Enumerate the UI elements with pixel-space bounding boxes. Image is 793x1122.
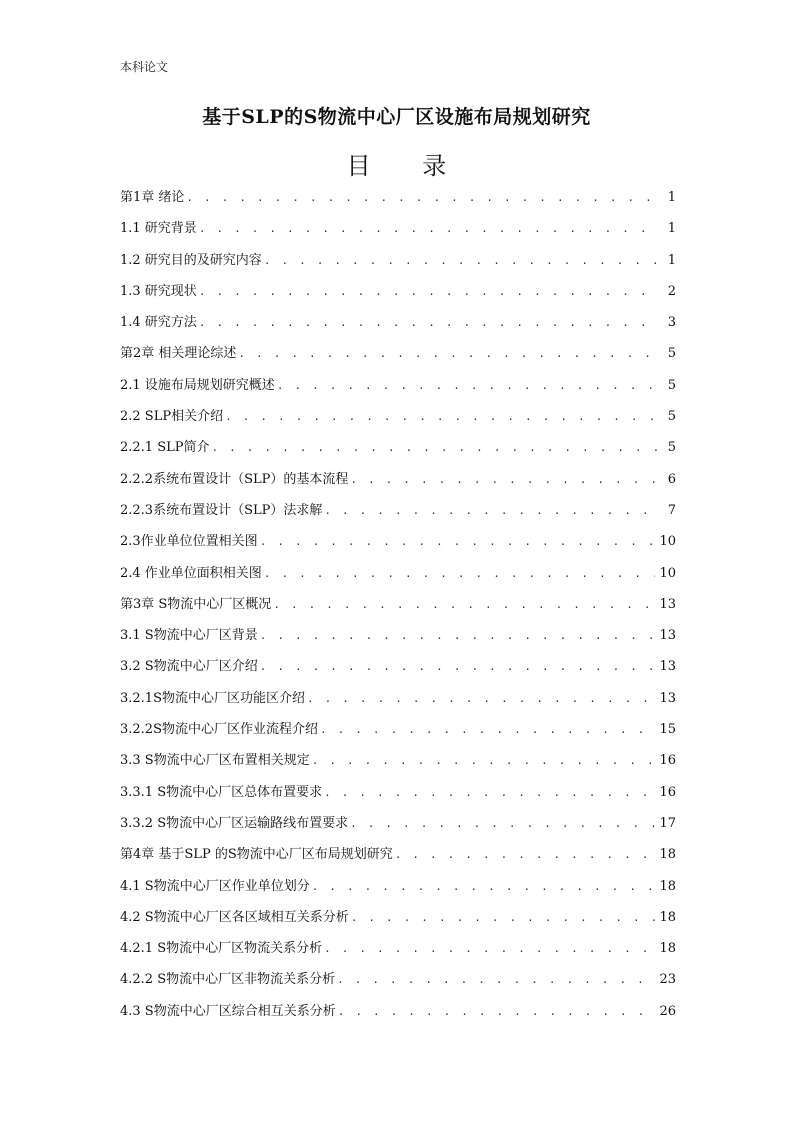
toc-entry-label: 1.1 研究背景 <box>120 221 197 237</box>
toc-entry-label: 4.3 S物流中心厂区综合相互关系分析 <box>120 1003 336 1019</box>
toc-entry[interactable] <box>120 245 676 276</box>
toc-entry-page-number: 2 <box>667 283 676 299</box>
toc-entry-page-number: 5 <box>667 377 676 393</box>
toc-entry-page-number: 17 <box>659 815 676 831</box>
toc-entry[interactable] <box>120 526 676 557</box>
toc-entry[interactable] <box>120 933 676 964</box>
toc-dot-leader <box>350 808 655 839</box>
toc-entry-label: 4.2 S物流中心厂区各区域相互关系分析 <box>120 909 349 925</box>
toc-dot-leader <box>260 620 656 651</box>
toc-entry-page-number: 1 <box>667 221 676 237</box>
toc-entry-label: 4.2.2 S物流中心厂区非物流关系分析 <box>120 972 336 988</box>
toc-entry[interactable] <box>120 620 676 651</box>
toc-entry-page-number: 18 <box>659 909 676 925</box>
toc-dot-leader <box>264 558 656 589</box>
toc-entry-page-number: 7 <box>667 502 676 518</box>
toc-entry-label: 3.2.1S物流中心厂区功能区介绍 <box>120 690 305 706</box>
toc-dot-leader <box>307 683 655 714</box>
toc-entry-page-number: 18 <box>659 878 676 894</box>
toc-entry-page-number: 5 <box>667 440 676 456</box>
toc-entry-label: 3.1 S物流中心厂区背景 <box>120 628 258 644</box>
toc-dot-leader <box>199 213 660 244</box>
toc-dot-leader <box>350 464 660 495</box>
toc-entry-page-number: 26 <box>659 1003 676 1019</box>
toc-entry-label: 第1章 绪论 <box>120 190 185 205</box>
toc-entry-label: 3.3 S物流中心厂区布置相关规定 <box>120 753 310 769</box>
toc-entry[interactable] <box>120 213 676 244</box>
toc-entry-label: 第3章 S物流中心厂区概况 <box>120 596 272 612</box>
toc-entry-label: 3.3.1 S物流中心厂区总体布置要求 <box>120 784 323 800</box>
toc-entry-page-number: 13 <box>659 628 676 644</box>
toc-dot-leader <box>199 276 660 307</box>
toc-entry-label: 第2章 相关理论综述 <box>120 346 237 362</box>
toc-dot-leader <box>273 589 655 620</box>
table-of-contents <box>120 182 676 1027</box>
toc-dot-leader <box>225 401 660 432</box>
toc-entry-page-number: 10 <box>659 565 676 581</box>
toc-dot-leader <box>320 714 655 745</box>
document-title: 基于SLP的S物流中心厂区设施布局规划研究 <box>202 106 591 128</box>
toc-dot-leader <box>264 245 660 276</box>
toc-entry[interactable] <box>120 401 676 432</box>
toc-entry-label: 2.2.2系统布置设计（SLP）的基本流程 <box>120 471 349 487</box>
toc-entry-label: 1.4 研究方法 <box>120 315 197 331</box>
toc-entry-label: 3.2 S物流中心厂区介绍 <box>120 659 258 675</box>
toc-entry[interactable] <box>120 276 676 307</box>
toc-entry[interactable] <box>120 338 676 369</box>
toc-entry-label: 2.1 设施布局规划研究概述 <box>120 377 275 393</box>
toc-dot-leader <box>260 526 656 557</box>
toc-entry-page-number: 5 <box>667 409 676 425</box>
toc-dot-leader <box>395 839 656 870</box>
toc-entry-page-number: 5 <box>667 346 676 362</box>
toc-heading: 目 录 <box>346 152 469 180</box>
toc-entry[interactable] <box>120 777 676 808</box>
toc-dot-leader <box>312 745 656 776</box>
toc-entry-page-number: 16 <box>659 753 676 769</box>
toc-entry-page-number: 18 <box>659 941 676 957</box>
toc-entry-page-number: 6 <box>667 471 676 487</box>
toc-entry-label: 3.3.2 S物流中心厂区运输路线布置要求 <box>120 815 349 831</box>
toc-entry[interactable] <box>120 996 676 1027</box>
toc-entry[interactable] <box>120 964 676 995</box>
toc-entry-label: 2.2.1 SLP简介 <box>120 440 210 456</box>
toc-dot-leader <box>351 902 656 933</box>
toc-dot-leader <box>260 651 656 682</box>
toc-entry-label: 2.2.3系统布置设计（SLP）法求解 <box>120 502 323 518</box>
toc-entry-label: 第4章 基于SLP 的S物流中心厂区布局规划研究 <box>120 847 393 863</box>
toc-entry[interactable] <box>120 495 676 526</box>
toc-dot-leader <box>277 370 660 401</box>
toc-entry-label: 2.2 SLP相关介绍 <box>120 409 224 425</box>
toc-entry-page-number: 15 <box>659 722 676 738</box>
toc-entry[interactable] <box>120 370 676 401</box>
toc-entry[interactable] <box>120 182 676 213</box>
toc-entry[interactable] <box>120 307 676 338</box>
toc-entry[interactable] <box>120 589 676 620</box>
toc-entry[interactable] <box>120 432 676 463</box>
toc-dot-leader <box>238 338 660 369</box>
toc-entry[interactable] <box>120 902 676 933</box>
toc-entry-page-number: 10 <box>659 534 676 550</box>
toc-entry-page-number: 16 <box>659 784 676 800</box>
toc-dot-leader <box>212 432 661 463</box>
toc-entry[interactable] <box>120 714 676 745</box>
toc-entry[interactable] <box>120 651 676 682</box>
toc-dot-leader <box>324 777 655 808</box>
toc-dot-leader <box>199 307 660 338</box>
running-header: 本科论文 <box>120 60 169 74</box>
toc-entry-page-number: 13 <box>659 690 676 706</box>
toc-entry-label: 1.2 研究目的及研究内容 <box>120 252 262 268</box>
toc-entry-label: 4.1 S物流中心厂区作业单位划分 <box>120 878 310 894</box>
toc-entry[interactable] <box>120 464 676 495</box>
toc-entry-page-number: 23 <box>659 972 676 988</box>
toc-entry-page-number: 13 <box>659 596 676 612</box>
toc-dot-leader <box>338 996 656 1027</box>
toc-dot-leader <box>312 871 656 902</box>
toc-entry-label: 1.3 研究现状 <box>120 283 197 299</box>
toc-entry-page-number: 3 <box>667 315 676 331</box>
toc-entry[interactable] <box>120 745 676 776</box>
toc-dot-leader <box>324 933 655 964</box>
toc-entry-page-number: 1 <box>667 190 676 205</box>
toc-entry-page-number: 1 <box>667 252 676 268</box>
toc-entry[interactable] <box>120 558 676 589</box>
toc-entry[interactable] <box>120 839 676 870</box>
toc-dot-leader <box>186 182 660 213</box>
toc-entry-label: 3.2.2S物流中心厂区作业流程介绍 <box>120 722 318 738</box>
toc-entry[interactable] <box>120 871 676 902</box>
toc-entry-label: 2.3作业单位位置相关图 <box>120 534 258 550</box>
toc-entry-label: 4.2.1 S物流中心厂区物流关系分析 <box>120 941 323 957</box>
toc-entry-label: 2.4 作业单位面积相关图 <box>120 565 262 581</box>
toc-entry-page-number: 18 <box>659 847 676 863</box>
toc-entry[interactable] <box>120 808 676 839</box>
toc-entry[interactable] <box>120 683 676 714</box>
toc-dot-leader <box>337 964 655 995</box>
toc-dot-leader <box>324 495 660 526</box>
toc-entry-page-number: 13 <box>659 659 676 675</box>
